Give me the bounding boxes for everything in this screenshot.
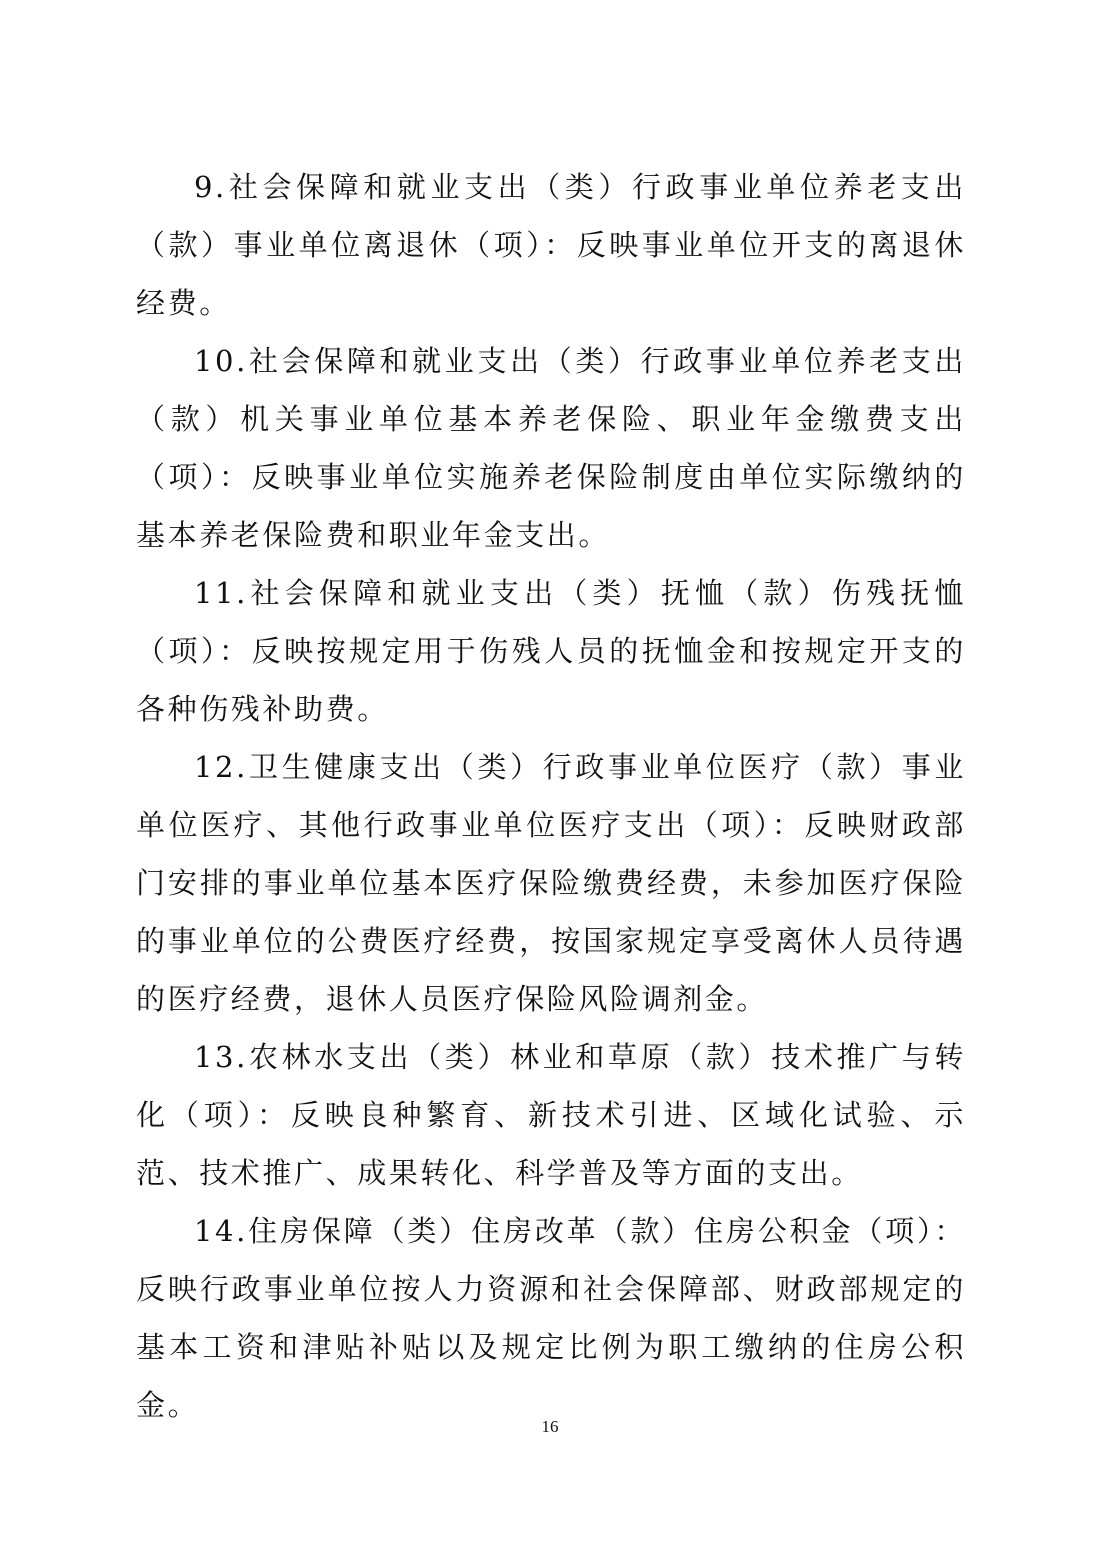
paragraph-item-12: 12.卫生健康支出（类）行政事业单位医疗（款）事业单位医疗、其他行政事业单位医疗支出（项）：反映财政部门安排的事业单位基本医疗保险缴费经费，未参加医疗保险的事业单位的公费医疗经费，按国家规定享受离休人员待遇的医疗经费，退休人员医疗保险风险调剂金。 — [136, 750, 966, 1016]
paragraph-item-14: 14.住房保障（类）住房改革（款）住房公积金（项）：反映行政事业单位按人力资源和社会保障部、财政部规定的基本工资和津贴补贴以及规定比例为职工缴纳的住房公积金。 — [136, 1214, 966, 1422]
paragraph-item-13: 13.农林水支出（类）林业和草原（款）技术推广与转化（项）：反映良种繁育、新技术引进、区域化试验、示范、技术推广、成果转化、科学普及等方面的支出。 — [136, 1040, 966, 1190]
page-number: 16 — [541, 1417, 559, 1436]
paragraph-item-10: 10.社会保障和就业支出（类）行政事业单位养老支出（款）机关事业单位基本养老保险、职业年金缴费支出（项）：反映事业单位实施养老保险制度由单位实际缴纳的基本养老保险费和职业年金支出。 — [136, 344, 966, 552]
paragraph-item-9: 9.社会保障和就业支出（类）行政事业单位养老支出（款）事业单位离退休（项）：反映事业单位开支的离退休经费。 — [136, 170, 966, 320]
document-body — [136, 158, 966, 1434]
paragraph-item-11: 11.社会保障和就业支出（类）抚恤（款）伤残抚恤（项）：反映按规定用于伤残人员的抚恤金和按规定开支的各种伤残补助费。 — [136, 576, 966, 726]
